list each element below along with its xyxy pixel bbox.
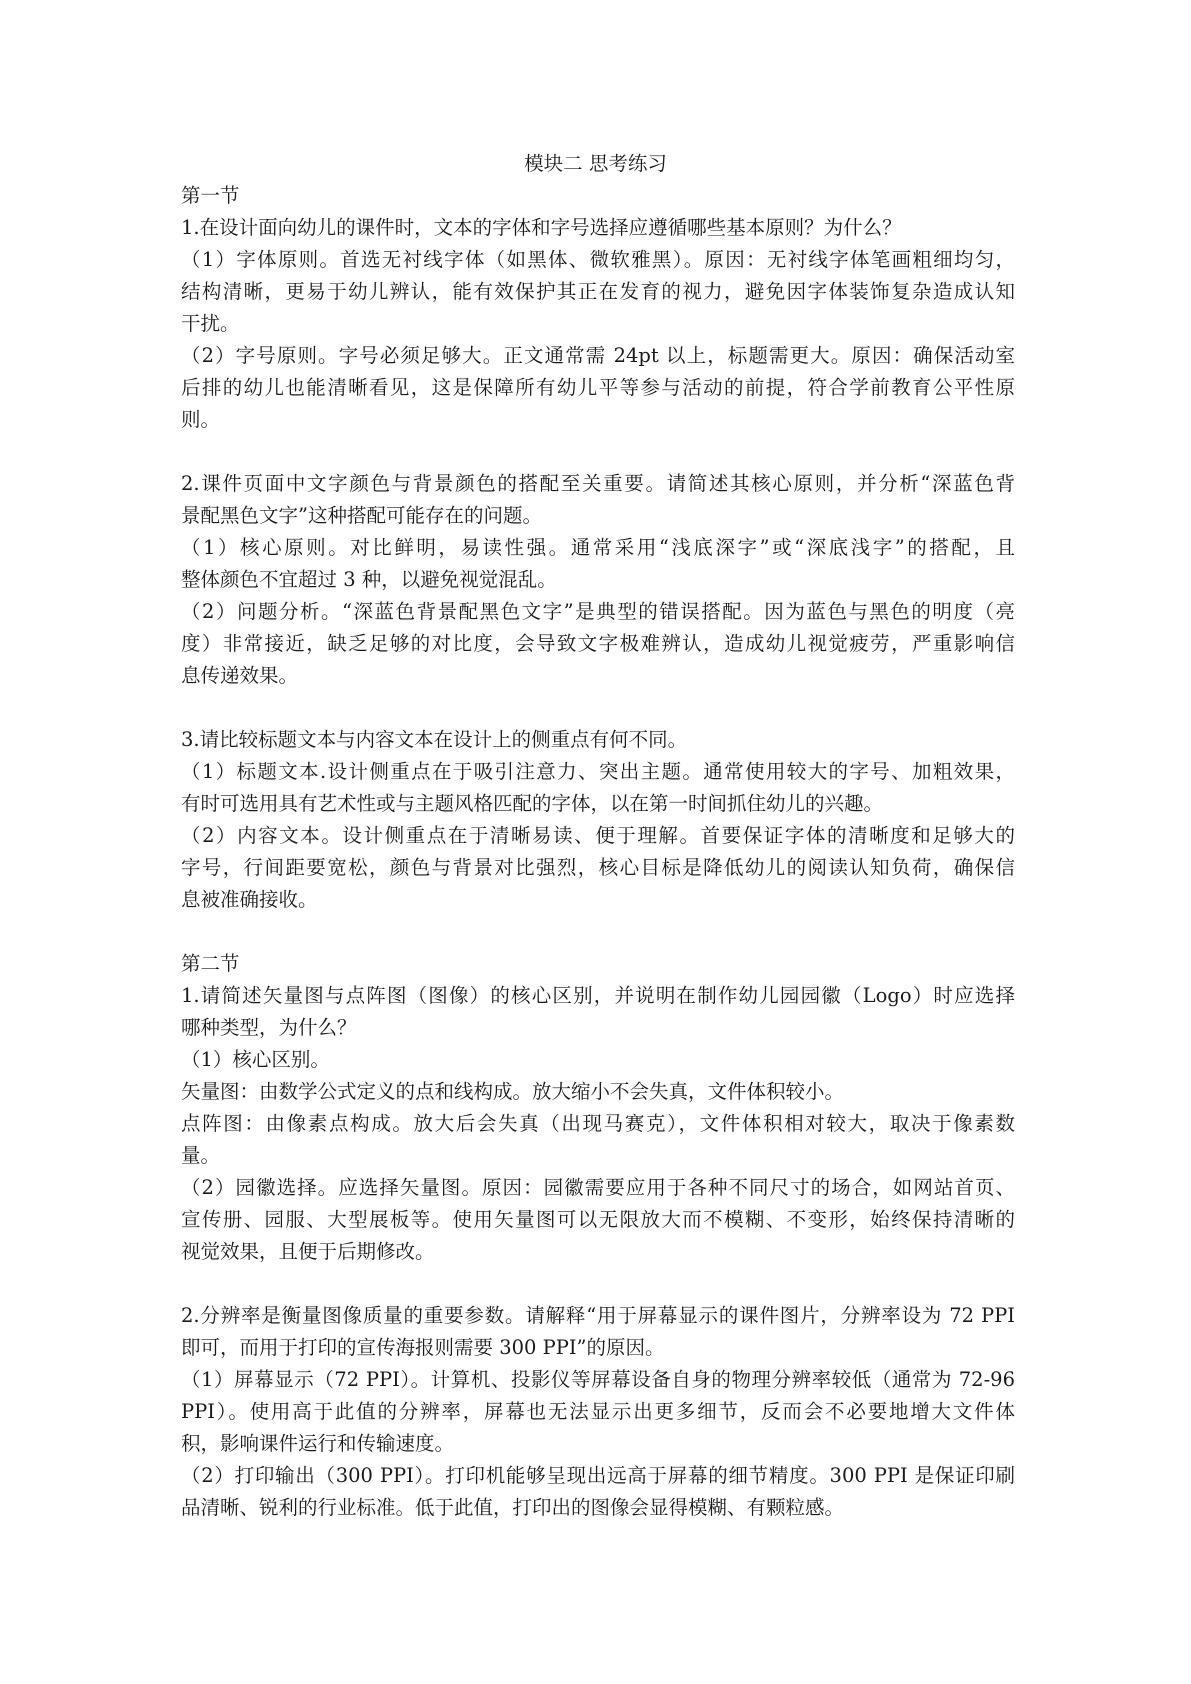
section-heading: 第二节	[181, 952, 240, 975]
answer-line: 息被准确接收。	[181, 888, 318, 911]
question-spacer	[181, 692, 1015, 724]
answer-line: 后排的幼儿也能清晰看见，这是保障所有幼儿平等参与活动的前提，符合学前教育公平性原	[181, 376, 1015, 399]
answer-line: 宣传册、园服、大型展板等。使用矢量图可以无限放大而不模糊、不变形，始终保持清晰的	[181, 1208, 1015, 1231]
document-title: 模块二 思考练习	[524, 152, 667, 175]
answer-line: （2）园徽选择。应选择矢量图。原因：园徽需要应用于各种不同尺寸的场合，如网站首页、	[181, 1176, 1015, 1199]
answer-line: 则。	[181, 408, 221, 431]
question-text: 1.请简述矢量图与点阵图（图像）的核心区别，并说明在制作幼儿园园徽（Logo）时应选择	[181, 984, 1015, 1007]
answer-line: 息传递效果。	[181, 664, 299, 687]
question-spacer	[181, 1268, 1015, 1300]
answer-line: （2）打印输出（300 PPI）。打印机能够呈现出远高于屏幕的细节精度。300 PPI 是保证印刷	[181, 1464, 1015, 1487]
answer-line: 有时可选用具有艺术性或与主题风格匹配的字体，以在第一时间抓住幼儿的兴趣。	[181, 792, 884, 815]
document-body	[181, 180, 1015, 1524]
question-text: 2.课件页面中文字颜色与背景颜色的搭配至关重要。请简述其核心原则，并分析“深蓝色背	[181, 472, 1015, 495]
answer-line: （1）核心原则。对比鲜明，易读性强。通常采用“浅底深字”或“深底浅字”的搭配，且	[181, 536, 1015, 559]
answer-line: （1）字体原则。首选无衬线字体（如黑体、微软雅黑）。原因：无衬线字体笔画粗细均匀，	[181, 248, 1015, 271]
answer-line: 点阵图：由像素点构成。放大后会失真（出现马赛克），文件体积相对较大，取决于像素数	[181, 1112, 1015, 1135]
answer-line: （1）核心区别。	[181, 1048, 330, 1071]
answer-line: 即可，而用于打印的宣传海报则需要 300 PPI”的原因。	[181, 1336, 665, 1359]
answer-line: 视觉效果，且便于后期修改。	[181, 1240, 435, 1263]
answer-line: （1）标题文本.设计侧重点在于吸引注意力、突出主题。通常使用较大的字号、加粗效果，	[181, 760, 1015, 783]
answer-line: 干扰。	[181, 312, 240, 335]
answer-line: 结构清晰，更易于幼儿辨认，能有效保护其正在发育的视力，避免因字体装饰复杂造成认知	[181, 280, 1015, 303]
answer-line: 景配黑色文字”这种搭配可能存在的问题。	[181, 504, 542, 527]
answer-line: （2）内容文本。设计侧重点在于清晰易读、便于理解。首要保证字体的清晰度和足够大的	[181, 824, 1015, 847]
question-text: 2.分辨率是衡量图像质量的重要参数。请解释“用于屏幕显示的课件图片，分辨率设为 72 PPI	[181, 1304, 1015, 1327]
answer-line: 矢量图：由数学公式定义的点和线构成。放大缩小不会失真，文件体积较小。	[181, 1080, 845, 1103]
section-heading: 第一节	[181, 184, 240, 207]
answer-line: 品清晰、锐利的行业标准。低于此值，打印出的图像会显得模糊、有颗粒感。	[181, 1496, 845, 1519]
question-spacer	[181, 436, 1015, 468]
question-text: 1.在设计面向幼儿的课件时，文本的字体和字号选择应遵循哪些基本原则？为什么？	[181, 216, 902, 239]
section-spacer	[181, 916, 1015, 948]
answer-line: 哪种类型，为什么？	[181, 1016, 357, 1039]
answer-line: 整体颜色不宜超过 3 种，以避免视觉混乱。	[181, 568, 557, 591]
answer-line: 量。	[181, 1144, 221, 1167]
answer-line: 积，影响课件运行和传输速度。	[181, 1432, 455, 1455]
answer-line: 字号，行间距要宽松，颜色与背景对比强烈，核心目标是降低幼儿的阅读认知负荷，确保信	[181, 856, 1015, 879]
answer-line: 度）非常接近，缺乏足够的对比度，会导致文字极难辨认，造成幼儿视觉疲劳，严重影响信	[181, 632, 1015, 655]
answer-line: （1）屏幕显示（72 PPI）。计算机、投影仪等屏幕设备自身的物理分辨率较低（通常为 72-96	[181, 1368, 1015, 1391]
question-text: 3.请比较标题文本与内容文本在设计上的侧重点有何不同。	[181, 728, 688, 751]
answer-line: （2）字号原则。字号必须足够大。正文通常需 24pt 以上，标题需更大。原因：确保活动室	[181, 344, 1015, 367]
answer-line: PPI）。使用高于此值的分辨率，屏幕也无法显示出更多细节，反而会不必要地增大文件体	[181, 1400, 1015, 1423]
answer-line: （2）问题分析。“深蓝色背景配黑色文字”是典型的错误搭配。因为蓝色与黑色的明度（亮	[181, 600, 1015, 623]
